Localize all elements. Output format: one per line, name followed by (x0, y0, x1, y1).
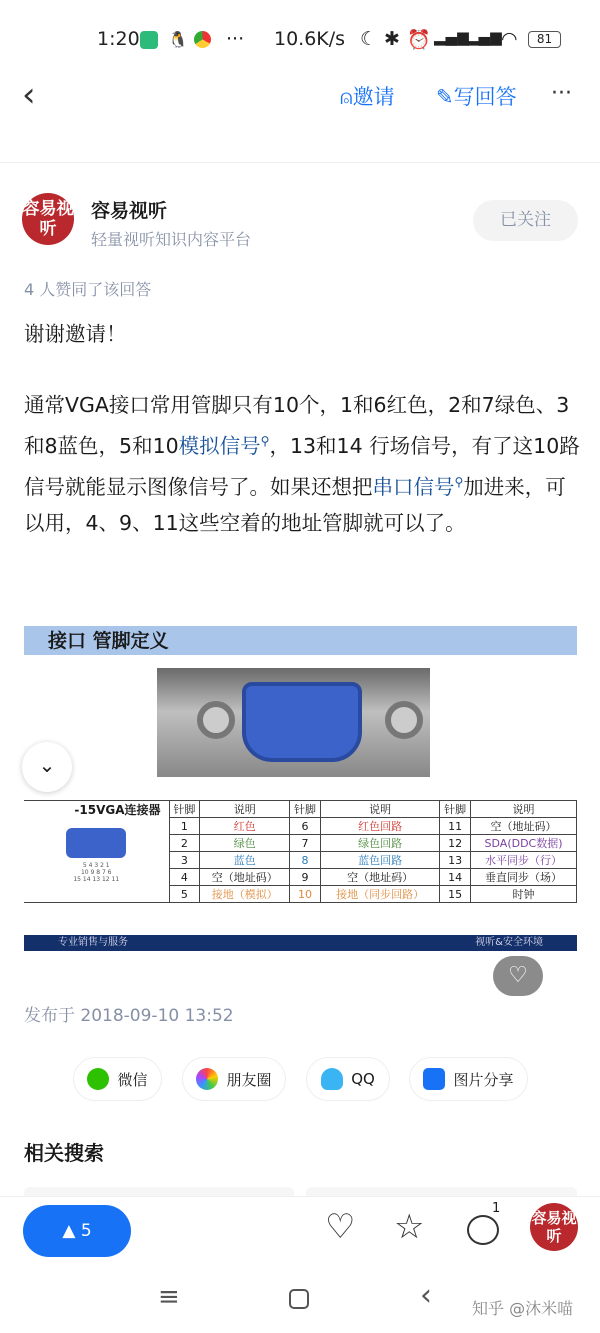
th: 针脚 (440, 801, 471, 818)
connector-cell (24, 801, 169, 903)
cell: 14 (440, 869, 471, 886)
th: 说明 (471, 801, 577, 818)
comment-icon[interactable] (467, 1215, 499, 1245)
write-answer-button[interactable] (436, 81, 517, 111)
watermark: 知乎 @沐米喵 (472, 1299, 574, 1318)
triangle-up-icon: ▲ (62, 1221, 76, 1241)
share-moments[interactable] (182, 1057, 286, 1101)
search-icon: ⚲ (454, 474, 464, 489)
cell: SDA(DDC数据) (471, 835, 577, 852)
home-icon[interactable] (289, 1289, 309, 1309)
status-bar (0, 28, 600, 58)
connector-label: -15VGA连接器 (74, 803, 161, 817)
share-image[interactable] (409, 1057, 528, 1101)
footer-left: 专业销售与服务 (58, 937, 128, 948)
bottom-action-bar (0, 1196, 600, 1264)
link-analog-signal[interactable] (179, 434, 270, 458)
more-icon[interactable]: ··· (551, 81, 572, 106)
cell: 2 (169, 835, 200, 852)
double-chevron-down-icon: ⌄ (38, 753, 56, 777)
text: ，13和14 行场信号，有了这10路信号就能显示图像信号了。如果还想把 (24, 433, 580, 499)
network-speed: 10.6K/s (274, 28, 346, 50)
figure-footer (24, 935, 577, 951)
cell: 空（地址码） (471, 818, 577, 835)
screw-icon (197, 701, 235, 739)
label: 朋友圈 (226, 1070, 272, 1089)
shield-app-icon (140, 31, 158, 49)
link-text: 串口信号 (372, 474, 455, 499)
moon-icon: ☾ (360, 28, 378, 50)
edit-icon: ✎ (436, 85, 454, 109)
wechat-icon (87, 1068, 109, 1090)
top-bar (0, 75, 600, 115)
upvote-button[interactable] (23, 1205, 131, 1257)
text: 通常VGA接口常用管脚只有10个，1和6红色，2和7绿色、3和8蓝色，5和10 (24, 393, 570, 458)
cell: 15 (440, 886, 471, 903)
vga-connector-icon (66, 828, 126, 858)
heart-icon[interactable]: ♡ (325, 1207, 356, 1247)
bluetooth-icon: ✱ (384, 28, 400, 50)
author-avatar[interactable]: 容易视听 (22, 193, 74, 245)
vga-photo[interactable] (157, 668, 430, 777)
cell: 8 (290, 852, 321, 869)
signal-icon: ▂▄▆ (434, 28, 469, 46)
share-wechat[interactable] (73, 1057, 162, 1101)
image-icon (423, 1068, 445, 1090)
cell: 红色 (200, 818, 290, 835)
like-image-button[interactable] (493, 956, 543, 996)
heart-icon: ♡ (508, 963, 528, 988)
invite-button[interactable] (340, 81, 395, 111)
th: 针脚 (169, 801, 200, 818)
cell: 绿色回路 (320, 835, 439, 852)
link-text: 模拟信号 (178, 433, 261, 458)
cell: 12 (440, 835, 471, 852)
clock: 1:20 (97, 28, 140, 50)
cell: 接地（模拟） (200, 886, 290, 903)
related-search-title: 相关搜索 (24, 1141, 104, 1165)
cell: 13 (440, 852, 471, 869)
moments-icon (196, 1068, 218, 1090)
vga-port-icon (242, 682, 362, 762)
label: 微信 (117, 1070, 148, 1089)
cell: 空（地址码） (320, 869, 439, 886)
battery-icon: 81 (528, 31, 561, 48)
screw-icon (385, 701, 423, 739)
pin-table (24, 800, 577, 900)
publish-date: 发布于 2018-09-10 13:52 (24, 1006, 234, 1026)
person-add-icon: ⍝ (340, 85, 353, 109)
pin-row: 10 9 8 7 6 (80, 869, 112, 876)
text: 加进来，可以用，4、9、11这些空着的地址管脚就可以了。 (24, 474, 566, 535)
collapse-button[interactable] (22, 742, 72, 792)
back-icon[interactable]: ‹ (22, 75, 36, 115)
write-label: 写回答 (453, 85, 517, 109)
th: 说明 (200, 801, 290, 818)
search-icon: ⚲ (260, 434, 270, 448)
alarm-icon: ⏰ (407, 29, 431, 51)
pin-row: 5 4 3 2 1 (82, 862, 110, 869)
cell: 蓝色 (200, 852, 290, 869)
pin-row: 15 14 13 12 11 (73, 876, 120, 883)
cell: 接地（同步回路） (320, 886, 439, 903)
cell: 6 (290, 818, 321, 835)
author-avatar-small[interactable]: 容易视听 (530, 1203, 578, 1251)
wifi-icon: ◠ (501, 28, 518, 50)
cell: 1 (169, 818, 200, 835)
author-bio: 轻量视听知识内容平台 (91, 230, 252, 249)
cell: 垂直同步（场） (471, 869, 577, 886)
signal-icon-2: ▂▄▆ (467, 28, 502, 46)
cell: 10 (290, 886, 321, 903)
link-serial-signal[interactable] (373, 475, 464, 499)
star-icon[interactable]: ☆ (394, 1207, 425, 1247)
chrome-icon (194, 31, 211, 48)
author-name[interactable]: 容易视听 (91, 200, 168, 222)
cell: 时钟 (471, 886, 577, 903)
label: QQ (351, 1070, 375, 1088)
back-nav-icon[interactable]: ‹ (420, 1278, 432, 1313)
cell: 11 (440, 818, 471, 835)
answer-paragraph-2 (24, 387, 580, 541)
share-qq[interactable] (306, 1057, 390, 1101)
answer-paragraph-1: 谢谢邀请！ (24, 322, 127, 346)
footer-right: 视听&安全环境 (475, 937, 543, 948)
system-nav-bar (0, 1270, 600, 1333)
qq-icon (321, 1068, 343, 1090)
cell: 5 (169, 886, 200, 903)
qq-icon: 🐧 (168, 30, 188, 49)
th: 说明 (320, 801, 439, 818)
cell: 9 (290, 869, 321, 886)
cell: 空（地址码） (200, 869, 290, 886)
cell: 蓝色回路 (320, 852, 439, 869)
votes-line: 4 人赞同了该回答 (24, 280, 152, 299)
comment-count: 1 (492, 1201, 501, 1216)
label: 图片分享 (453, 1070, 514, 1089)
cell: 绿色 (200, 835, 290, 852)
menu-icon[interactable]: ≡ (158, 1282, 180, 1312)
cell: 红色回路 (320, 818, 439, 835)
cell: 3 (169, 852, 200, 869)
divider (0, 162, 600, 163)
follow-button[interactable]: 已关注 (473, 200, 578, 241)
th: 针脚 (290, 801, 321, 818)
upvote-count: 5 (80, 1221, 92, 1241)
cell: 7 (290, 835, 321, 852)
cell: 4 (169, 869, 200, 886)
more-notifications: ··· (226, 28, 245, 50)
cell: 水平同步（行） (471, 852, 577, 869)
invite-label: 邀请 (352, 85, 395, 109)
figure-banner: 接口 管脚定义 (24, 626, 577, 655)
